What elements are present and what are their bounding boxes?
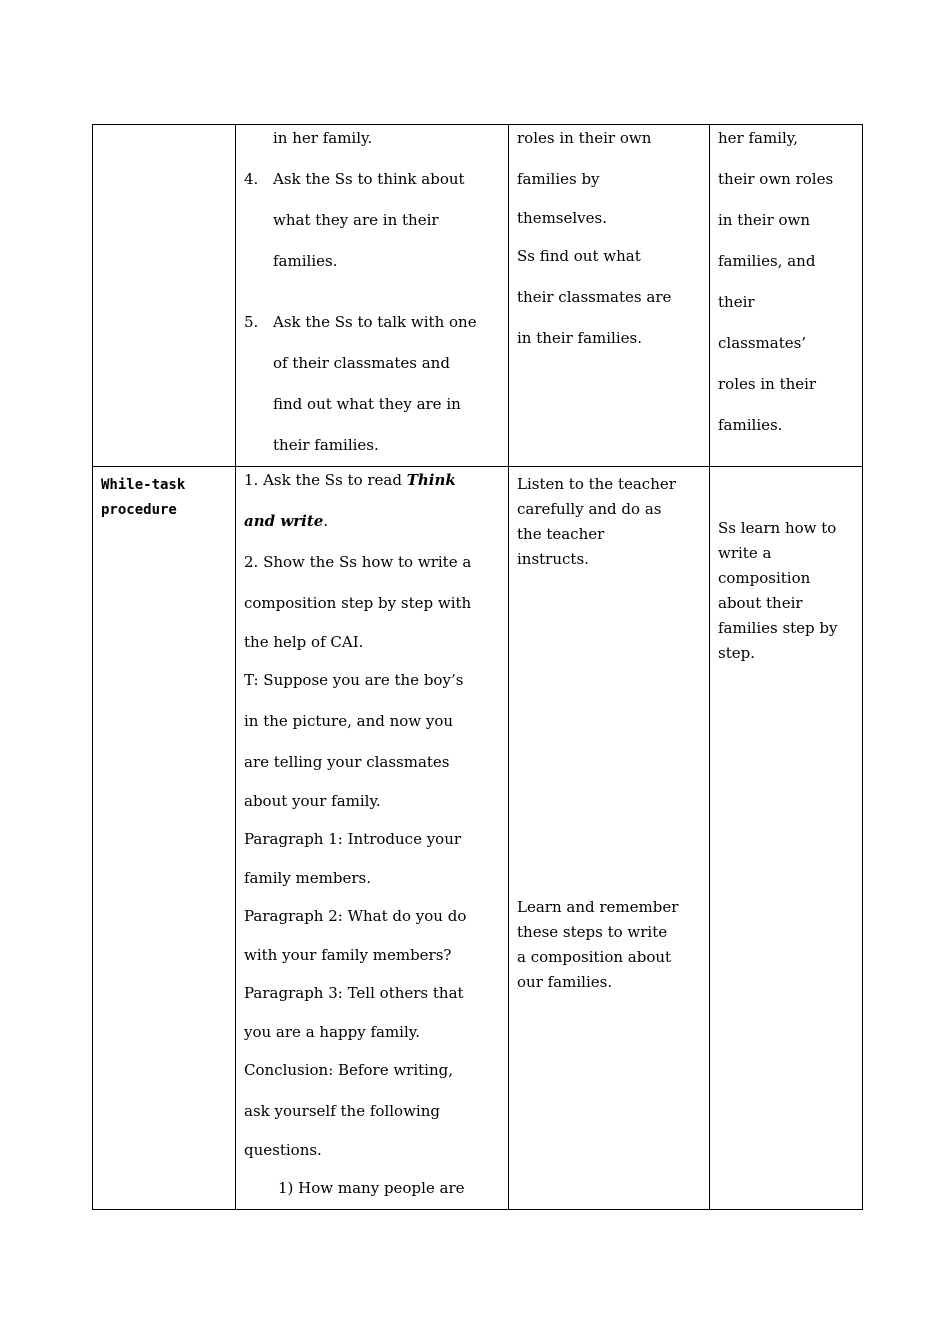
text-line: these steps to write <box>517 923 668 941</box>
text-line: their own roles <box>718 170 834 188</box>
text-line: what they are in their <box>273 211 439 229</box>
table-row <box>93 125 863 467</box>
emphasis-text: and write <box>244 512 324 530</box>
text-line: 2. Show the Ss how to write a <box>244 553 472 571</box>
text-line: families. <box>718 416 783 434</box>
stage-label: procedure <box>101 502 177 518</box>
text-line: Paragraph 2: What do you do <box>244 907 467 925</box>
student-activity-cell <box>509 125 710 467</box>
text-line: our families. <box>517 973 613 991</box>
text-line: in their families. <box>517 329 642 347</box>
lesson-plan-table <box>92 124 863 1210</box>
text-line: about their <box>718 594 803 612</box>
emphasis-text: Think <box>406 471 456 489</box>
teacher-activity-cell <box>236 467 509 1210</box>
text-line: the teacher <box>517 525 605 543</box>
stage-cell <box>93 125 236 467</box>
text-line: questions. <box>244 1141 322 1159</box>
text-line: with your family members? <box>244 946 452 964</box>
text-line: Listen to the teacher <box>517 475 676 493</box>
text-line: about your family. <box>244 792 381 810</box>
stage-label: While-task <box>101 477 186 493</box>
table-row <box>93 467 863 1210</box>
text-line: Paragraph 3: Tell others that <box>244 984 464 1002</box>
text-line: a composition about <box>517 948 672 966</box>
text-line: step. <box>718 644 755 662</box>
text-line: composition <box>718 569 811 587</box>
text-line: roles in their own <box>517 129 652 147</box>
text-line: Ss learn how to <box>718 519 837 537</box>
text-line: their <box>718 293 755 311</box>
text-line: instructs. <box>517 550 589 568</box>
text-line: are telling your classmates <box>244 753 450 771</box>
step-5-line: 5. Ask the Ss to talk with one <box>244 313 477 331</box>
stage-cell <box>93 467 236 1210</box>
text-line: Learn and remember <box>517 898 679 916</box>
text-line: in the picture, and now you <box>244 712 454 730</box>
text-line: 1) How many people are <box>278 1179 465 1197</box>
text-line: themselves. <box>517 209 607 227</box>
text-line: their classmates are <box>517 288 672 306</box>
text-line: Conclusion: Before writing, <box>244 1061 453 1079</box>
step-4-line: 4. Ask the Ss to think about <box>244 170 465 188</box>
text-line: families step by <box>718 619 838 637</box>
text-line: family members. <box>244 869 371 887</box>
text-line: of their classmates and <box>273 354 450 372</box>
text-line: Paragraph 1: Introduce your <box>244 830 462 848</box>
text-line: ask yourself the following <box>244 1102 440 1120</box>
text-line: write a <box>718 544 772 562</box>
text-line: in their own <box>718 211 811 229</box>
text-line: the help of CAI. <box>244 633 364 651</box>
step-1-line-cont: and write. <box>244 512 329 530</box>
text-line: T: Suppose you are the boy’s <box>244 671 464 689</box>
text-line: their families. <box>273 436 379 454</box>
teacher-activity-cell <box>236 125 509 467</box>
text-line: roles in their <box>718 375 817 393</box>
purpose-cell <box>710 125 863 467</box>
text-line: her family, <box>718 129 799 147</box>
purpose-cell <box>710 467 863 1210</box>
text-line: you are a happy family. <box>244 1023 421 1041</box>
text-line: composition step by step with <box>244 594 472 612</box>
text-line: families, and <box>718 252 816 270</box>
step-1-line: 1. Ask the Ss to read Think <box>244 471 456 489</box>
text-line: find out what they are in <box>273 395 461 413</box>
text-line: Ss find out what <box>517 247 641 265</box>
text-line: in her family. <box>273 129 373 147</box>
spacer <box>244 282 500 302</box>
text-line: classmates’ <box>718 334 807 352</box>
text-line: families. <box>273 252 338 270</box>
text-line: carefully and do as <box>517 500 662 518</box>
student-activity-cell <box>509 467 710 1210</box>
text-line: families by <box>517 170 600 188</box>
